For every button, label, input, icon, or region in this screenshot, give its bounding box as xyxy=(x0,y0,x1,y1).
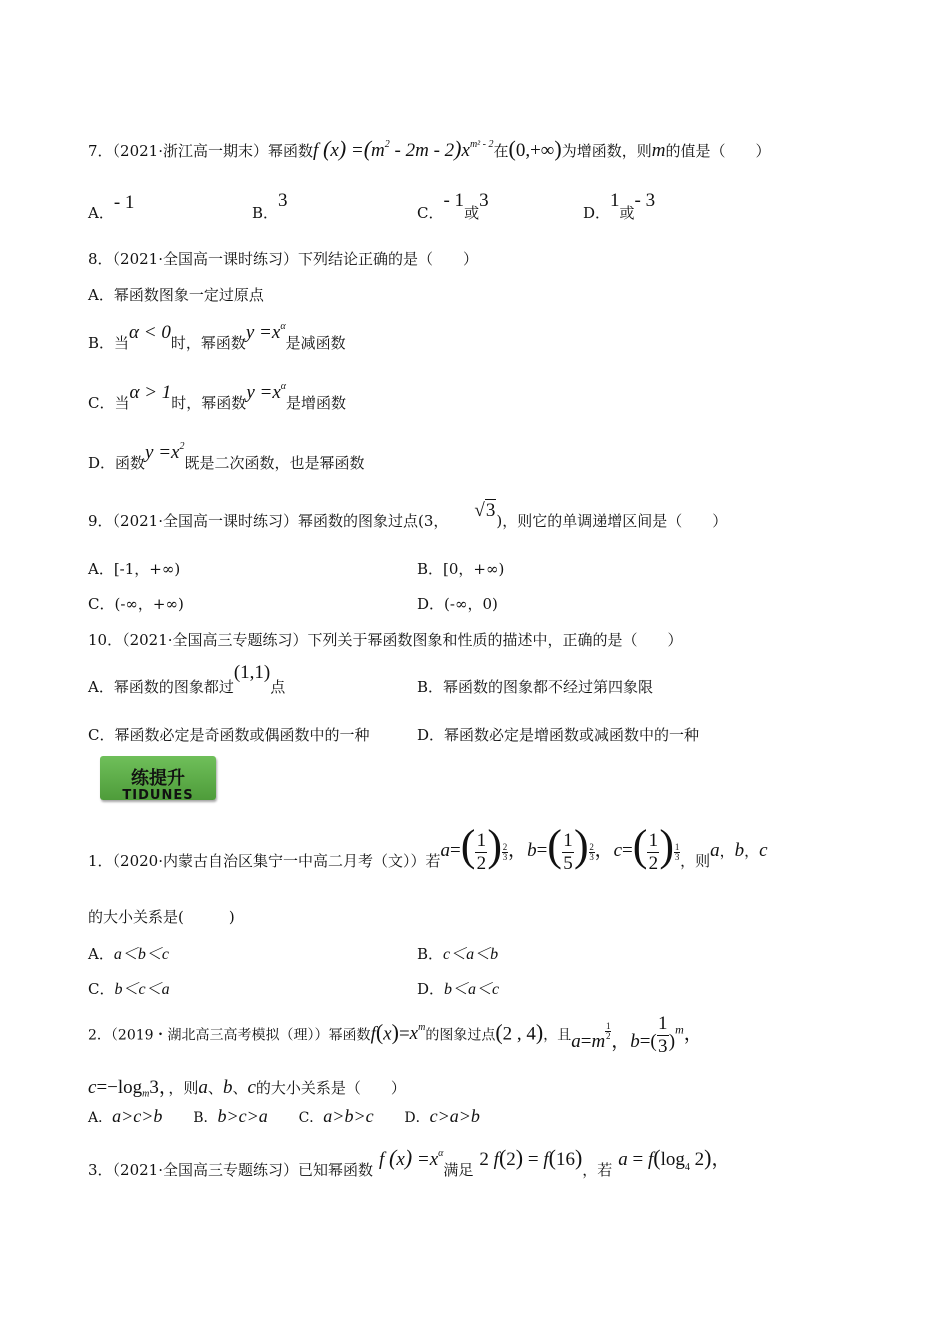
p1-option-a[interactable]: A．a＜b＜c xyxy=(88,945,169,963)
p3-stem: 3．（2021·全国高三专题练习）已知幂函数 f $(x) =x^\alpha$满足 2 f(2) = f(16)，若 $a = f(\log_4$ 2)， xyxy=(88,1145,731,1179)
section-badge xyxy=(100,756,216,800)
q8-option-a[interactable]: A．幂函数图象一定过原点 xyxy=(88,286,264,304)
q9-number: 9． xyxy=(88,512,113,530)
p1-stem: 1．（2020·内蒙古自治区集宁一中高二月考（文））若a=( $\frac{1}{2}$ ) $\frac{2}{3}$ ，b=( $\frac{1}{5}$ ) $\frac{2}{3}$ ，c=( $\frac{1}{2}$ ) $\frac{1}{3}$ ，则a，b，c xyxy=(88,821,768,874)
q9-source: （2021·全国高一课时练习） xyxy=(112,512,298,530)
p2-option-a[interactable]: A．a>c>b xyxy=(88,1106,163,1126)
q7-interval: (0,+∞) xyxy=(508,136,562,161)
q7-option-c[interactable]: C．- 1或3 xyxy=(417,190,489,222)
q7-source: （2021·浙江高一期末） xyxy=(112,142,268,160)
p2-option-b[interactable]: B．b>c>a xyxy=(193,1106,268,1126)
p3-source: （2021·全国高三专题练习） xyxy=(112,1161,298,1179)
q10-option-d[interactable]: D．幂函数必定是增函数或减函数中的一种 xyxy=(417,726,700,744)
p3-number: 3． xyxy=(88,1161,113,1179)
q8-option-b[interactable]: B．当α < 0时，幂函数$y =x^\alpha$是减函数 xyxy=(88,320,346,352)
p2-number: 2． xyxy=(88,1027,111,1044)
q9-option-b[interactable]: B．[0，+∞) xyxy=(417,560,505,578)
q10-stem: 10．（2021·全国高三专题练习）下列关于幂函数图象和性质的描述中，正确的是（ ） xyxy=(88,631,683,649)
q8-option-d[interactable]: D．函数$y =x^2$既是二次函数，也是幂函数 xyxy=(88,440,365,472)
p1-number: 1． xyxy=(88,852,113,870)
q10-option-b[interactable]: B．幂函数的图象都不经过第四象限 xyxy=(417,678,654,696)
badge-subtitle: TIDUNES xyxy=(122,788,194,800)
q7-number: 7． xyxy=(88,142,113,160)
p2-source: （2019・湖北高三高考模拟（理）） xyxy=(110,1027,329,1044)
q8-stem: 8．（2021·全国高一课时练习）下列结论正确的是（ ） xyxy=(88,250,479,268)
p1-source: （2020·内蒙古自治区集宁一中高二月考（文）） xyxy=(112,852,426,870)
q10-option-c[interactable]: C．幂函数必定是奇函数或偶函数中的一种 xyxy=(88,726,370,744)
q9-option-c[interactable]: C．(-∞，+∞) xyxy=(88,595,184,613)
q9-option-d[interactable]: D．(-∞，0) xyxy=(417,595,498,613)
p1-option-b[interactable]: B．c＜a＜b xyxy=(417,945,499,963)
q10-source: （2021·全国高三专题练习） xyxy=(122,631,308,649)
sqrt-3: √3 xyxy=(474,500,496,521)
badge-title: 练提升 xyxy=(131,768,185,789)
q8-option-c[interactable]: C．当α > 1时，幂函数$y =x^\alpha$是增函数 xyxy=(88,380,347,412)
q8-source: （2021·全国高一课时练习） xyxy=(112,250,298,268)
p2-option-c[interactable]: C．a>b>c xyxy=(298,1106,374,1126)
q7-stem: 7．（2021·浙江高一期末）幂函数f $(x) =(m^2 - 2m - 2)x^{m^2 - 2}$在(0,+∞)为增函数，则m的值是（ ） xyxy=(88,136,771,161)
q10-number: 10． xyxy=(88,631,123,649)
q9-option-a[interactable]: A．[-1，+∞) xyxy=(88,560,181,578)
q7-option-d[interactable]: D．1或- 3 xyxy=(583,190,656,222)
q7-formula: f $(x) =(m^2 - 2m - 2)x^{m^2 - 2}$ xyxy=(313,136,494,161)
p2-options xyxy=(88,1106,480,1127)
q7-option-a[interactable]: A．- 1 xyxy=(88,192,135,222)
p2-stem-cont: $c=-\log_m3$，，则a、b、c的大小关系是（ ） xyxy=(88,1077,406,1100)
p2-stem: 2．（2019・湖北高三高考模拟（理））幂函数$f(x)=x^m$的图象过点(2 , 4)，且a=m $\frac{1}{2}$ ，b=( $\frac{1}{3}$ )$^m$， xyxy=(88,1013,703,1057)
p1-option-c[interactable]: C．b＜c＜a xyxy=(88,980,170,998)
p2-option-d[interactable]: D．c>a>b xyxy=(404,1106,480,1126)
p1-stem-cont: 的大小关系是( ) xyxy=(88,908,235,926)
q7-option-b[interactable]: B．3 xyxy=(252,190,288,222)
q8-number: 8． xyxy=(88,250,113,268)
q9-stem: 9．（2021·全国高一课时练习）幂函数的图象过点(3， √3)，则它的单调递增区间是（ ） xyxy=(88,500,728,530)
p1-option-d[interactable]: D．b＜a＜c xyxy=(417,980,500,998)
q10-option-a[interactable]: A．幂函数的图象都过(1,1)点 xyxy=(88,662,286,696)
